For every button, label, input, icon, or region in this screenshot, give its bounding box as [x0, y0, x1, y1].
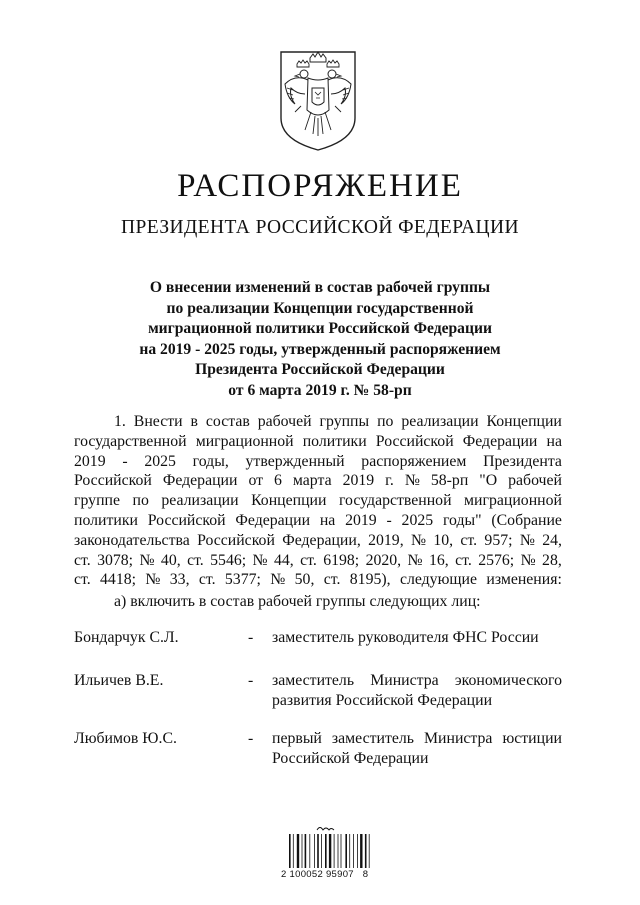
person-dash: - — [248, 629, 254, 646]
body-paragraph — [74, 412, 562, 612]
coat-of-arms-emblem — [275, 48, 361, 152]
person-dash: - — [248, 730, 254, 747]
role-line: развития Российской Федерации — [272, 691, 493, 709]
heading-line: О внесении изменений в состав рабочей группы — [149, 279, 491, 296]
subitem-line: а) включить в состав рабочей группы следующих лиц: — [114, 593, 481, 611]
barcode-image — [287, 822, 373, 872]
role-line: первый заместитель Министра юстиции — [272, 730, 562, 747]
document-subtitle: ПРЕЗИДЕНТА РОССИЙСКОЙ ФЕДЕРАЦИИ — [121, 217, 519, 238]
person-name: Бондарчук С.Л. — [74, 629, 179, 646]
paragraph-line: ст. 3078; № 40, ст. 5546; № 44, ст. 6198; 2020, № 16, ст. 2576; № 28, — [74, 551, 562, 569]
person-name: Любимов Ю.С. — [74, 730, 177, 747]
heading-line: по реализации Концепции государственной — [166, 299, 474, 317]
person-name: Ильичев В.Е. — [74, 672, 164, 689]
role-line: заместитель Министра экономического — [272, 672, 562, 689]
person-role — [272, 671, 562, 711]
role-line: Российской Федерации — [272, 749, 429, 767]
heading-line: на 2019 - 2025 годы, утвержденный распоряжением — [139, 340, 501, 358]
paragraph-line: политики Российской Федерации на 2019 - 2025 годы" (Собрание — [74, 511, 562, 529]
person-dash: - — [248, 672, 254, 689]
paragraph-line: группе по реализации Концепции государственной миграционной — [74, 492, 562, 510]
paragraph-line: Российской Федерации от 6 марта 2019 г. № 58-рп "О рабочей — [74, 472, 562, 490]
paragraph-line: ст. 4418; № 33, ст. 5377; № 50, ст. 8195), следующие изменения: — [74, 571, 562, 589]
person-role — [272, 729, 562, 769]
barcode-number: 2 100052 95907 8 — [281, 869, 369, 880]
person-role — [272, 628, 562, 648]
paragraph-line: законодательства Российской Федерации, 2019, № 10, ст. 957; № 24, — [74, 531, 562, 549]
heading-line: Президента Российской Федерации — [195, 361, 445, 378]
paragraph-line: государственной миграционной политики Российской Федерации на — [74, 432, 562, 450]
document-title: РАСПОРЯЖЕНИЕ — [177, 168, 463, 204]
paragraph-line: 2019 - 2025 годы, утвержденный распоряжением Президента — [74, 452, 562, 470]
role-line: заместитель руководителя ФНС России — [272, 629, 539, 646]
heading-line: от 6 марта 2019 г. № 58-рп — [228, 381, 412, 399]
heading-line: миграционной политики Российской Федерации — [148, 320, 492, 337]
document-heading — [60, 278, 580, 401]
paragraph-line: 1. Внести в состав рабочей группы по реализации Концепции — [114, 413, 562, 430]
